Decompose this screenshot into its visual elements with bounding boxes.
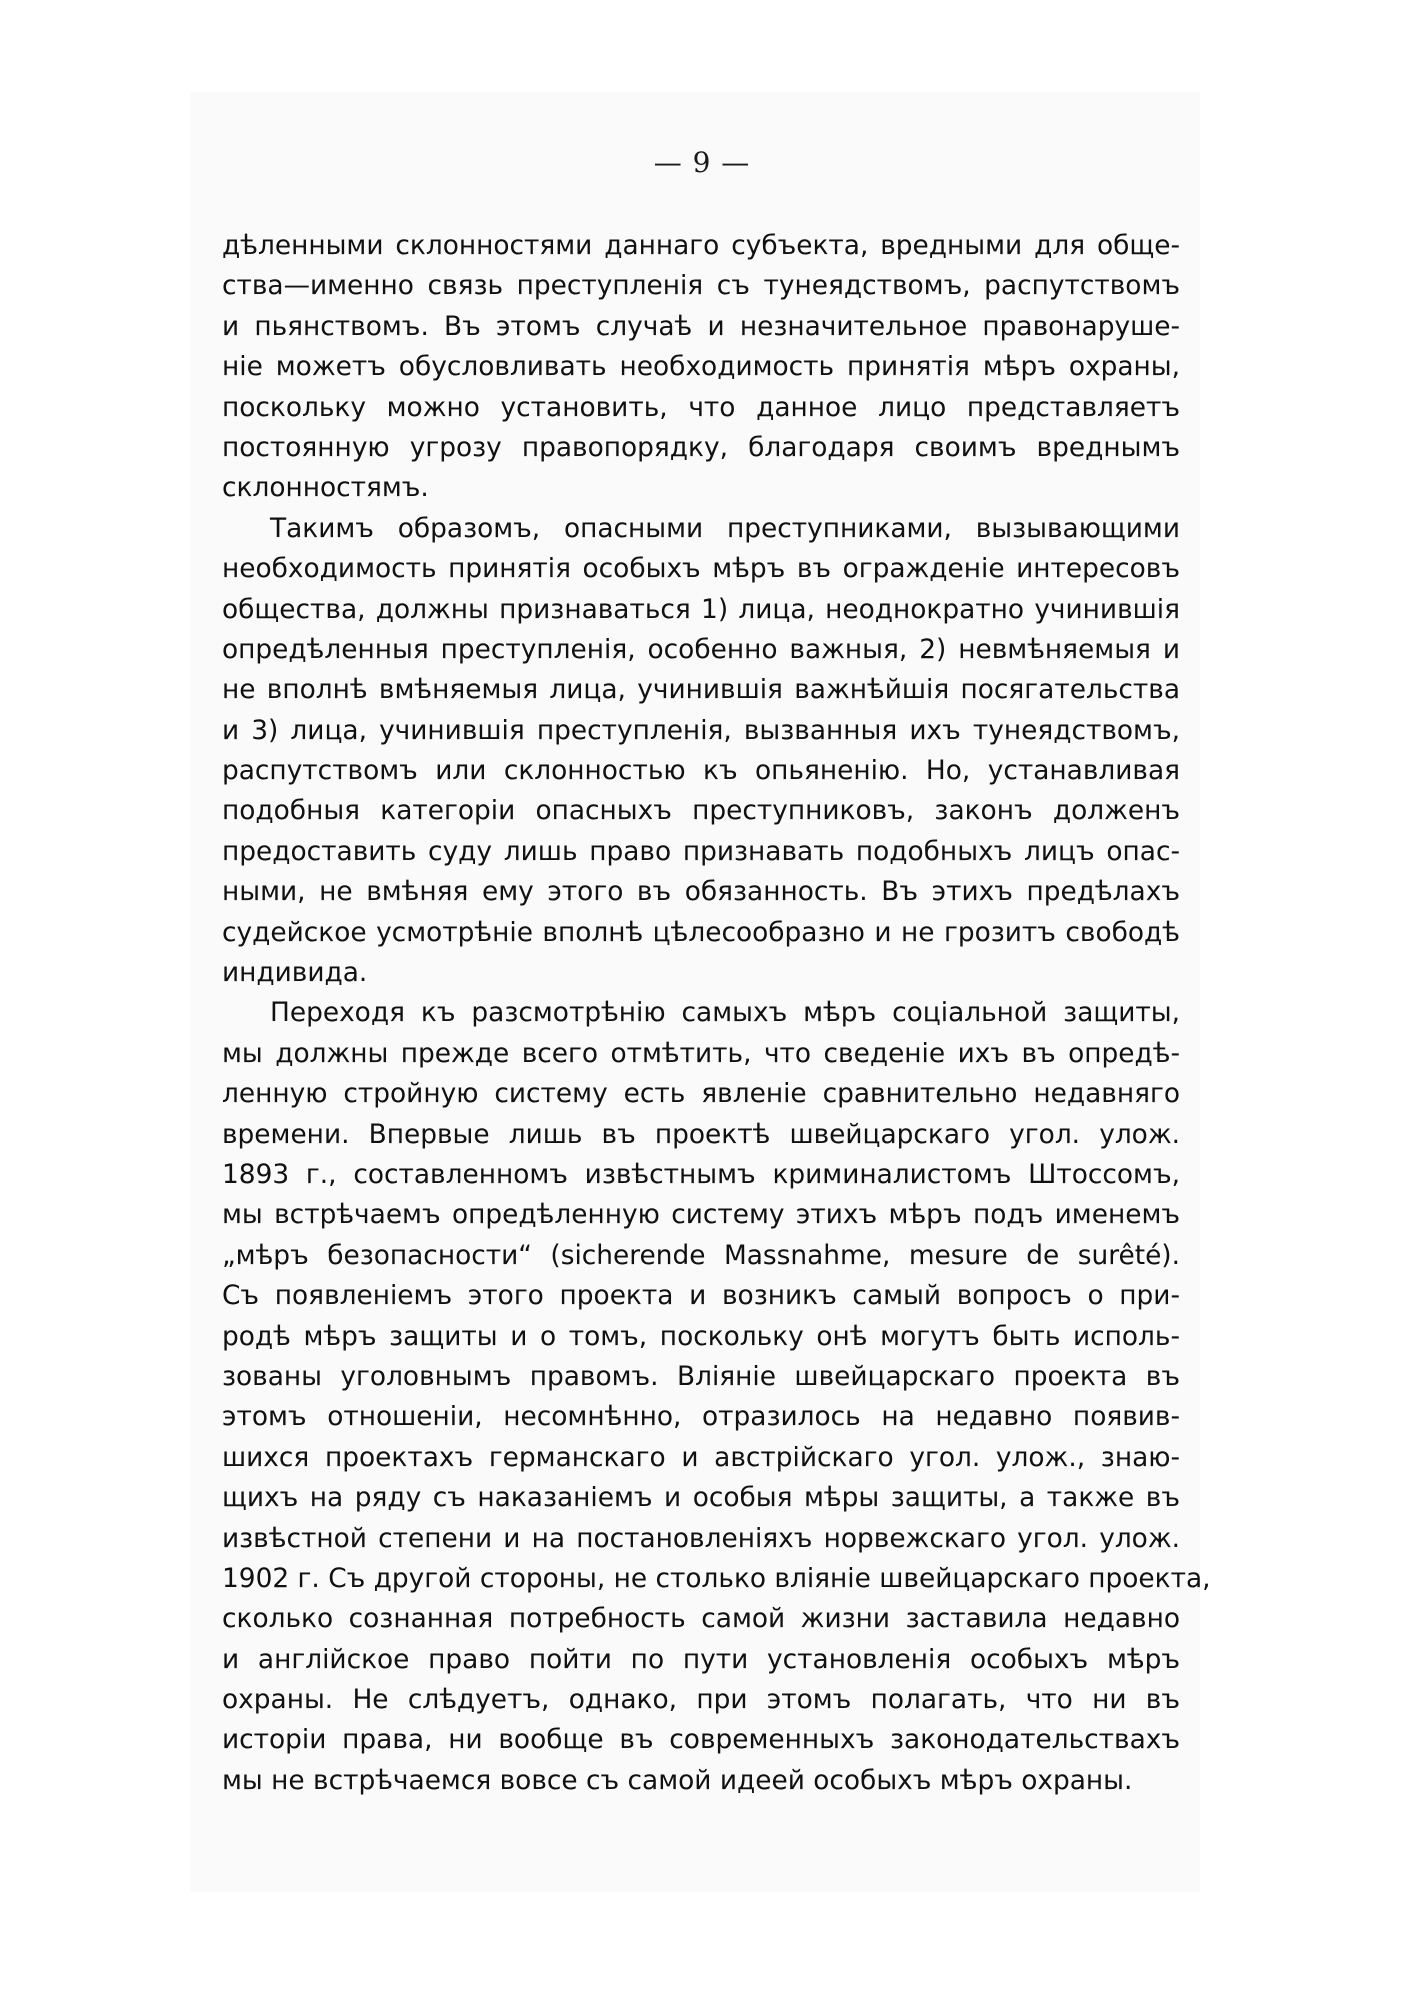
text-line: склонностямъ.: [222, 472, 429, 504]
text-line: 1902 г. Съ другой стороны, не столько вліяніе швейцарскаго проекта,: [222, 1562, 1211, 1594]
text-line: шихся проектахъ германскаго и австрійскаго угол. улож., знаю-: [222, 1441, 1180, 1473]
text-line: зованы уголовнымъ правомъ. Вліяніе швейцарскаго проекта въ: [222, 1360, 1180, 1392]
text-line: сколько сознанная потребность самой жизни заставила недавно: [222, 1603, 1180, 1635]
text-line: индивида.: [222, 957, 368, 989]
text-line: подобныя категоріи опасныхъ преступниковъ, законъ долженъ: [222, 795, 1180, 827]
text-line: времени. Впервые лишь въ проектѣ швейцарскаго угол. улож.: [222, 1118, 1180, 1150]
paragraph-3: [222, 993, 1211, 1801]
text-line: и 3) лица, учинившія преступленія, вызванныя ихъ тунеядствомъ,: [222, 714, 1180, 746]
text-line: ными, не вмѣняя ему этого въ обязанность. Въ этихъ предѣлахъ: [222, 876, 1180, 908]
text-line: необходимость принятія особыхъ мѣръ въ огражденіе интересовъ: [222, 553, 1180, 585]
text-line: мы не встрѣчаемся вовсе съ самой идеей особыхъ мѣръ охраны.: [222, 1764, 1133, 1796]
text-line: охраны. Не слѣдуетъ, однако, при этомъ полагать, что ни въ: [222, 1684, 1180, 1716]
text-line: и пьянствомъ. Въ этомъ случаѣ и незначительное правонаруше-: [222, 310, 1180, 342]
text-line: поскольку можно установить, что данное лицо представляетъ: [222, 391, 1180, 423]
text-line: предоставить суду лишь право признавать подобныхъ лицъ опас-: [222, 835, 1180, 867]
text-line: Такимъ образомъ, опасными преступниками, вызывающими: [270, 512, 1180, 544]
text-line: извѣстной степени и на постановленіяхъ норвежскаго угол. улож.: [222, 1522, 1180, 1554]
text-line: ніе можетъ обусловливать необходимость принятія мѣръ охраны,: [222, 351, 1180, 383]
text-line: Переходя къ разсмотрѣнію самыхъ мѣръ соціальной защиты,: [270, 997, 1180, 1029]
text-line: дѣленными склонностями даннаго субъекта, вредными для обще-: [222, 230, 1180, 261]
text-line: ства—именно связь преступленія съ тунеядствомъ, распутствомъ: [222, 270, 1180, 302]
text-line: исторіи права, ни вообще въ современныхъ законодательствахъ: [222, 1724, 1180, 1756]
text-line: этомъ отношеніи, несомнѣнно, отразилось на недавно появив-: [222, 1401, 1180, 1433]
text-line: мы встрѣчаемъ опредѣленную систему этихъ мѣръ подъ именемъ: [222, 1199, 1180, 1231]
text-line: 1893 г., составленномъ извѣстнымъ криминалистомъ Штоссомъ,: [222, 1158, 1180, 1190]
paragraph-1: [222, 226, 1180, 509]
text-body: [222, 226, 1211, 1801]
text-line: мы должны прежде всего отмѣтить, что сведеніе ихъ въ опредѣ-: [222, 1037, 1180, 1069]
text-line: общества, должны признаваться 1) лица, неоднократно учинившія: [222, 593, 1180, 625]
text-line: щихъ на ряду съ наказаніемъ и особыя мѣры защиты, а также въ: [222, 1482, 1180, 1514]
text-line: ленную стройную систему есть явленіе сравнительно недавняго: [222, 1078, 1180, 1110]
text-line: распутствомъ или склонностью къ опьяненію. Но, устанавливая: [222, 755, 1180, 787]
text-line: и англійское право пойти по пути установленія особыхъ мѣръ: [222, 1643, 1180, 1675]
paragraph-2: [222, 509, 1180, 994]
text-line: опредѣленныя преступленія, особенно важныя, 2) невмѣняемыя и: [222, 633, 1180, 665]
text-line: Съ появленіемъ этого проекта и возникъ самый вопросъ о при-: [222, 1280, 1180, 1312]
text-line: „мѣръ безопасности“ (sicherende Massnahme, mesure de surêté).: [222, 1239, 1180, 1271]
text-line: не вполнѣ вмѣняемыя лица, учинившія важнѣйшія посягательства: [222, 674, 1180, 706]
page-number: — 9 —: [653, 146, 751, 179]
text-line: постоянную угрозу правопорядку, благодаря своимъ вреднымъ: [222, 431, 1180, 463]
text-line: родѣ мѣръ защиты и о томъ, поскольку онѣ могутъ быть исполь-: [222, 1320, 1180, 1352]
text-line: судейское усмотрѣніе вполнѣ цѣлесообразно и не грозитъ свободѣ: [222, 916, 1180, 948]
